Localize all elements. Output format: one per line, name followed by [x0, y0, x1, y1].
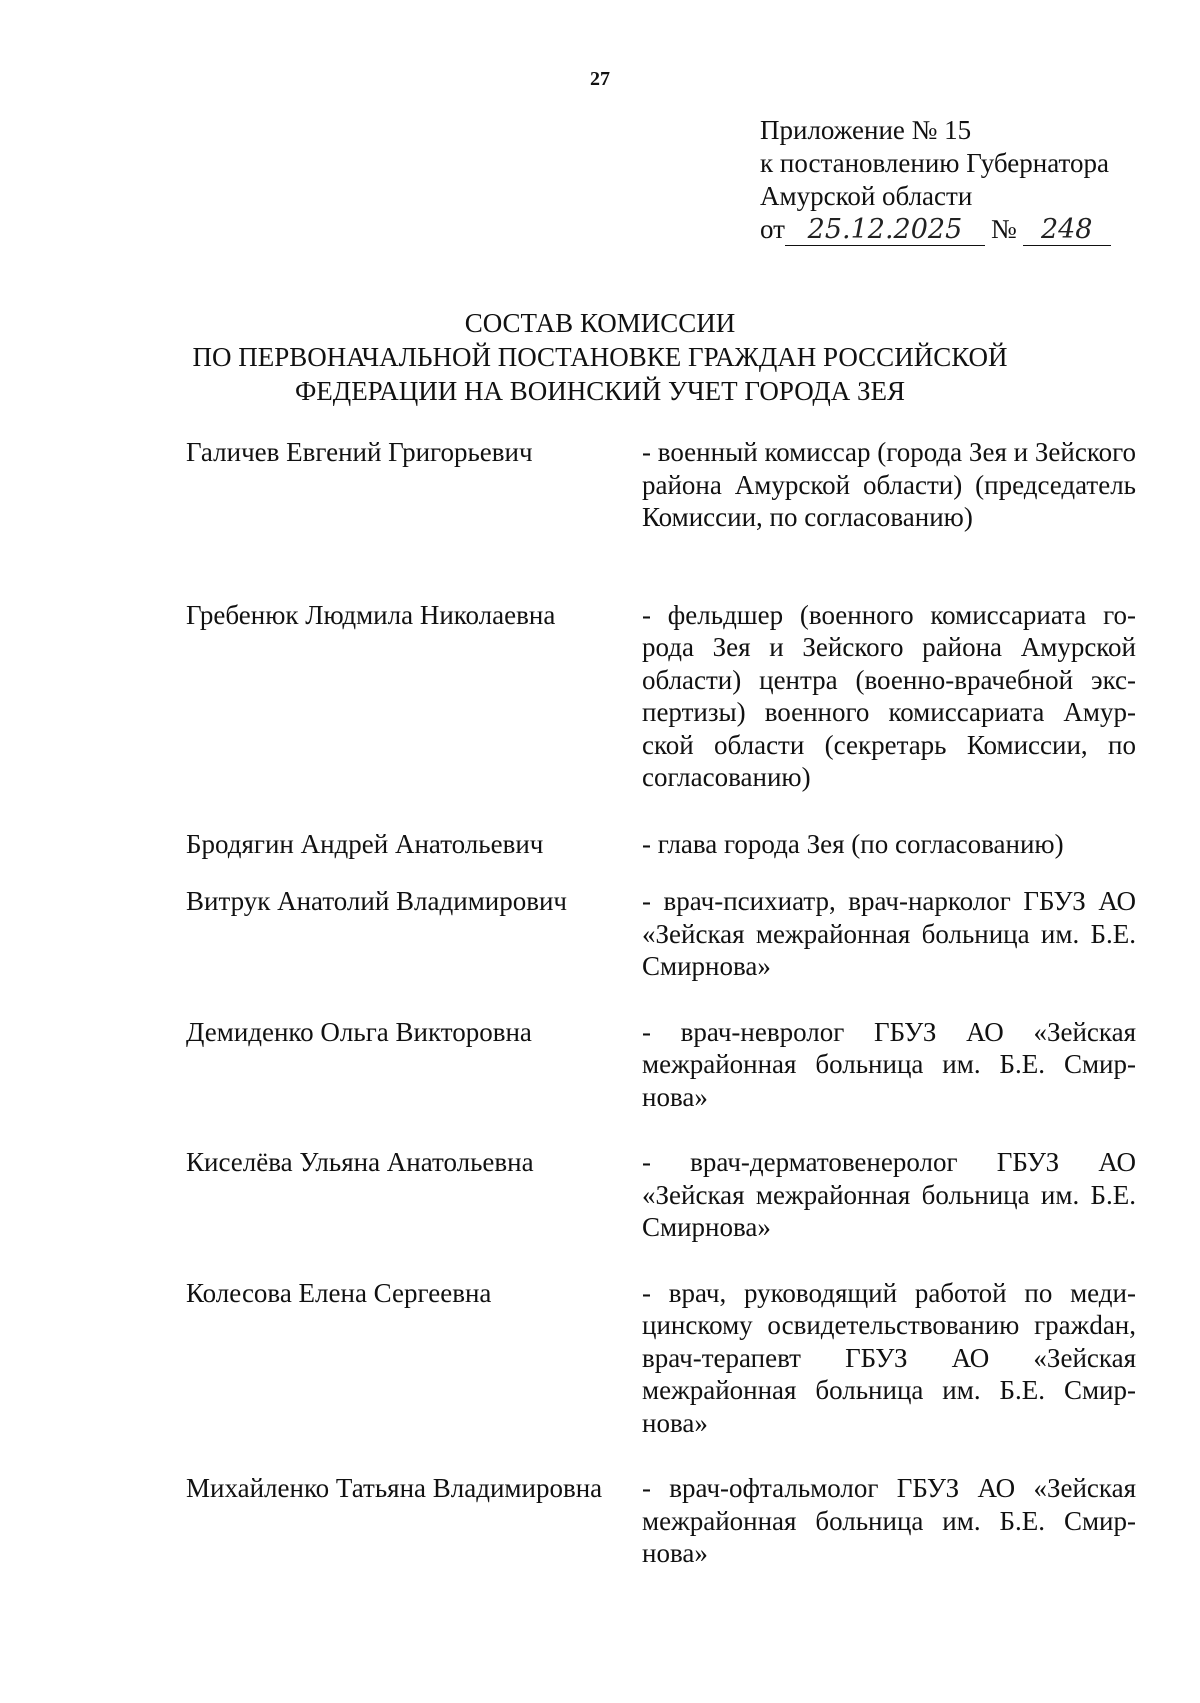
member-name: Колесова Елена Сергеевна [186, 1277, 492, 1308]
member-row [186, 599, 1136, 794]
member-role: - врач, руководящий работой по медицинскому освидетельствованию гражdан, врач-терапевт ГБУЗ АО «Зейская межрайонная больница им. Б.Е. Смирнова» [642, 1277, 1136, 1438]
member-name: Галичев Евгений Григорьевич [186, 437, 533, 467]
appendix-region: Амурской области [760, 181, 973, 211]
page-number: 27 [590, 68, 610, 90]
member-role: - фельдшер (военного комиссариата города Зея и Зейского района Амурской области) центра (военно-врачебной экспертизы) военного комиссариата Амурской области (секретарь Комиссии, по согласованию) [642, 599, 1136, 792]
member-role: - военный комиссар (города Зея и Зейского района Амурской области) (председатель Комиссии, по согласованию) [642, 437, 1136, 532]
member-name: Киселёва Ульяна Анатольевна [186, 1147, 534, 1177]
member-role: - врач-офтальмолог ГБУЗ АО «Зейская межрайонная больница им. Б.Е. Смирнова» [642, 1473, 1136, 1568]
document-title [0, 306, 1200, 408]
handwritten-date: 25.12.2025 [785, 215, 985, 246]
member-row [186, 1146, 1136, 1244]
member-role: - врач-психиатр, врач-нарколог ГБУЗ АО «Зейская межрайонная больница им. Б.Е. Смирнова» [642, 886, 1136, 981]
appendix-block [760, 114, 1180, 246]
appendix-reference: к постановлению Губернатора [760, 148, 1109, 178]
member-row [186, 885, 1136, 983]
member-row [186, 436, 1136, 534]
member-name: Бродягин Андрей Анатольевич [186, 828, 544, 859]
member-row [186, 1016, 1136, 1114]
title-line-3: ФЕДЕРАЦИИ НА ВОИНСКИЙ УЧЕТ ГОРОДА ЗЕЯ [294, 376, 906, 406]
appendix-title: Приложение № 15 [760, 115, 972, 145]
member-row [186, 1277, 1136, 1440]
member-name: Витрук Анатолий Владимирович [186, 886, 568, 916]
member-role: - глава города Зея (по согласованию) [642, 828, 1064, 859]
title-line-2: ПО ПЕРВОНАЧАЛЬНОЙ ПОСТАНОВКЕ ГРАЖДАН РОССИЙСКОЙ [192, 342, 1008, 372]
member-role: - врач-дерматовенеролог ГБУЗ АО «Зейская межрайонная больница им. Б.Е. Смирнова» [642, 1147, 1136, 1242]
member-name: Демиденко Ольга Викторовна [186, 1016, 532, 1047]
appendix-date-line [760, 213, 1180, 246]
member-name: Михайленко Татьяна Владимировна [186, 1473, 603, 1503]
number-prefix: № [990, 214, 1017, 244]
date-prefix: от [760, 214, 785, 244]
member-name: Гребенюк Людмила Николаевна [186, 599, 556, 630]
member-role: - врач-невролог ГБУЗ АО «Зейская межрайонная больница им. Б.Е. Смирнова» [642, 1016, 1136, 1112]
member-row [186, 828, 1136, 861]
handwritten-number: 248 [1023, 215, 1111, 246]
member-row [186, 1472, 1136, 1570]
title-line-1: СОСТАВ КОМИССИИ [464, 308, 736, 338]
members-list [186, 436, 1136, 1570]
